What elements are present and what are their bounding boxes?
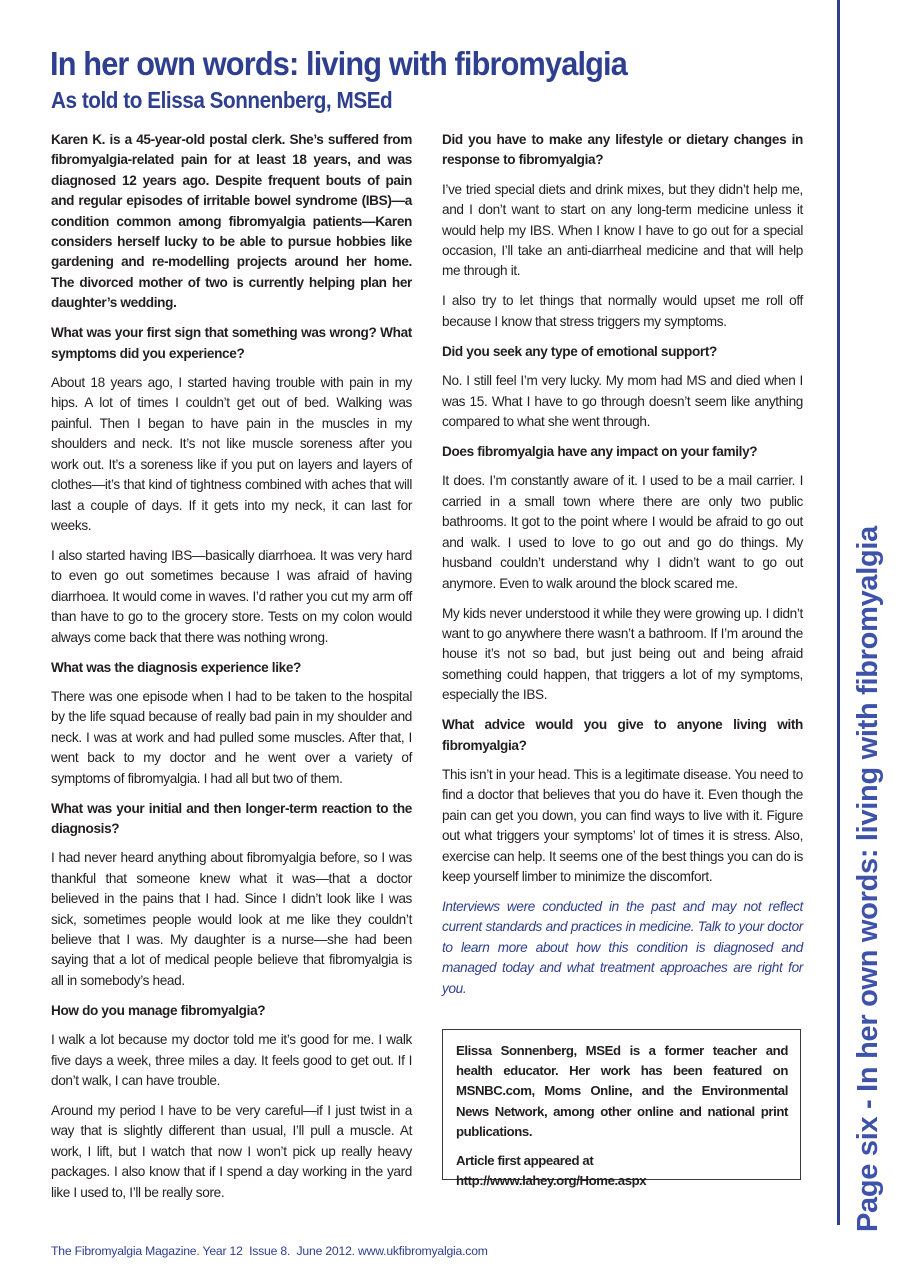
answer-paragraph: There was one episode when I had to be taken to the hospital by the life squad because of really bad pain in my shoulder and neck. I was at work and had pulled some muscles. After that, I went back to my doctor and he went over a variety of symptoms of fibromyalgia. I had all but two of them. bbox=[51, 688, 412, 786]
answer-paragraph: About 18 years ago, I started having trouble with pain in my hips. A lot of times I couldn’t get out of bed. Walking was painful. Then I began to have pain in the muscles in my shoulders and neck. It’s not like muscle soreness after you work out. It’s a soreness like if you put on layers and layers of clothes—it’s that kind of tightness combined with aches that will last a couple of days. If it gets into my neck, it can last for weeks. bbox=[51, 375, 412, 533]
author-bio-box bbox=[442, 1029, 801, 1189]
question-heading: Did you seek any type of emotional support? bbox=[442, 343, 717, 359]
question-heading: What was your initial and then longer-term reaction to the diagnosis? bbox=[51, 800, 412, 836]
question-heading: What was the diagnosis experience like? bbox=[51, 659, 302, 675]
answer-paragraph: No. I still feel I’m very lucky. My mom had MS and died when I was 15. What I have to go through doesn’t seem like anything compared to what she went through. bbox=[442, 373, 803, 430]
answer-paragraph: I also try to let things that normally would upset me roll off because I know that stress triggers my symptoms. bbox=[442, 293, 803, 329]
answer-paragraph: This isn’t in your head. This is a legitimate disease. You need to find a doctor that believes that you do have it. Even though the pain can get you down, you can find ways to live with it. Figure out what triggers your symptoms’ lot of times it is stress. Also, exercise can help. It seems one of the best things you can do is keep yourself limber to minimize the discomfort. bbox=[442, 766, 803, 884]
answer-paragraph: I walk a lot because my doctor told me it’s good for me. I walk five days a week, three miles a day. It feels good to get out. If I don’t walk, I can have trouble. bbox=[51, 1032, 412, 1089]
intro-paragraph: Karen K. is a 45-year-old postal clerk. She’s suffered from fibromyalgia-related pain for at least 18 years, and was diagnosed 12 years ago. Despite frequent bouts of pain and regular episodes of irritable bowel syndrome (IBS)—a condition common among fibromyalgia patients—Karen considers herself lucky to be able to pursue hobbies like gardening and re-modelling projects around her home. The divorced mother of two is currently helping plan her daughter’s wedding. bbox=[51, 132, 412, 311]
page-footer: The Fibromyalgia Magazine. Year 12 Issue 8. June 2012. www.ukfibromyalgia.com bbox=[51, 1244, 488, 1258]
sidebar-rule-divider bbox=[837, 0, 840, 1225]
question-heading: How do you manage fibromyalgia? bbox=[51, 1002, 266, 1018]
answer-paragraph: I’ve tried special diets and drink mixes, but they didn’t help me, and I don’t want to start on any long-term medicine unless it would help my IBS. When I know I have to go out for a special occasion, I’ll take an anti-diarrheal medicine and that will help me through it. bbox=[442, 181, 803, 279]
answer-paragraph: I also started having IBS—basically diarrhoea. It was very hard to even go out sometimes because I was afraid of having diarrhoea. It would come in waves. I’d rather you cut my arm off than have to go to the grocery store. Tests on my colon would always come back that there was nothing wrong. bbox=[51, 547, 412, 645]
disclaimer-note: Interviews were conducted in the past and may not reflect current standards and practices in medicine. Talk to your doctor to learn more about how this condition is diagnosed and managed today and what treatment approaches are right for you. bbox=[442, 898, 803, 996]
source-label: Article first appeared at bbox=[456, 1153, 594, 1169]
question-heading: Did you have to make any lifestyle or dietary changes in response to fibromyalgia? bbox=[442, 132, 803, 168]
left-column bbox=[51, 130, 412, 1213]
article-byline: As told to Elissa Sonnenberg, MSEd bbox=[51, 87, 393, 113]
answer-paragraph: My kids never understood it while they were growing up. I didn’t want to go anywhere there wasn’t a bathroom. If I’m around the house it’s not so bad, but just being out and being afraid something could happen, that triggers a lot of my symptoms, especially the IBS. bbox=[442, 605, 803, 703]
question-heading: What was your first sign that something was wrong? What symptoms did you experience? bbox=[51, 325, 412, 361]
article-source bbox=[456, 1151, 788, 1191]
article-title: In her own words: living with fibromyalgia bbox=[50, 45, 627, 82]
question-heading: Does fibromyalgia have any impact on your family? bbox=[442, 444, 758, 460]
right-column bbox=[442, 130, 803, 1009]
question-heading: What advice would you give to anyone living with fibromyalgia? bbox=[442, 717, 803, 753]
source-url: http://www.lahey.org/Home.aspx bbox=[456, 1173, 647, 1189]
sidebar-running-head: Page six - In her own words: living with fibromyalgia bbox=[852, 526, 884, 1232]
answer-paragraph: I had never heard anything about fibromyalgia before, so I was thankful that someone knew what it was—that a doctor believed in the pains that I had. Since I didn’t look like I was sick, sometimes people would look at me like they couldn’t believe that I was. My daughter is a nurse—she had been saying that a lot of medical people believe that fibromyalgia is all in somebody’s head. bbox=[51, 850, 412, 988]
answer-paragraph: Around my period I have to be very careful—if I just twist in a way that is slightly different than usual, I’ll pull a muscle. At work, I lift, but I watch that now I won’t pick up really heavy packages. I also know that if I spend a day working in the yard like I used to, I’ll be really sore. bbox=[51, 1103, 412, 1200]
answer-paragraph: It does. I’m constantly aware of it. I used to be a mail carrier. I carried in a small town where there are only two public bathrooms. It got to the point where I would be afraid to go out and walk. I used to love to go out and go do things. My husband couldn’t understand why I didn’t want to go out anymore. Even to walk around the block scared me. bbox=[442, 473, 803, 591]
author-bio: Elissa Sonnenberg, MSEd is a former teacher and health educator. Her work has been featured on MSNBC.com, Moms Online, and the Environmental News Network, among other online and national print publications. bbox=[456, 1043, 788, 1139]
